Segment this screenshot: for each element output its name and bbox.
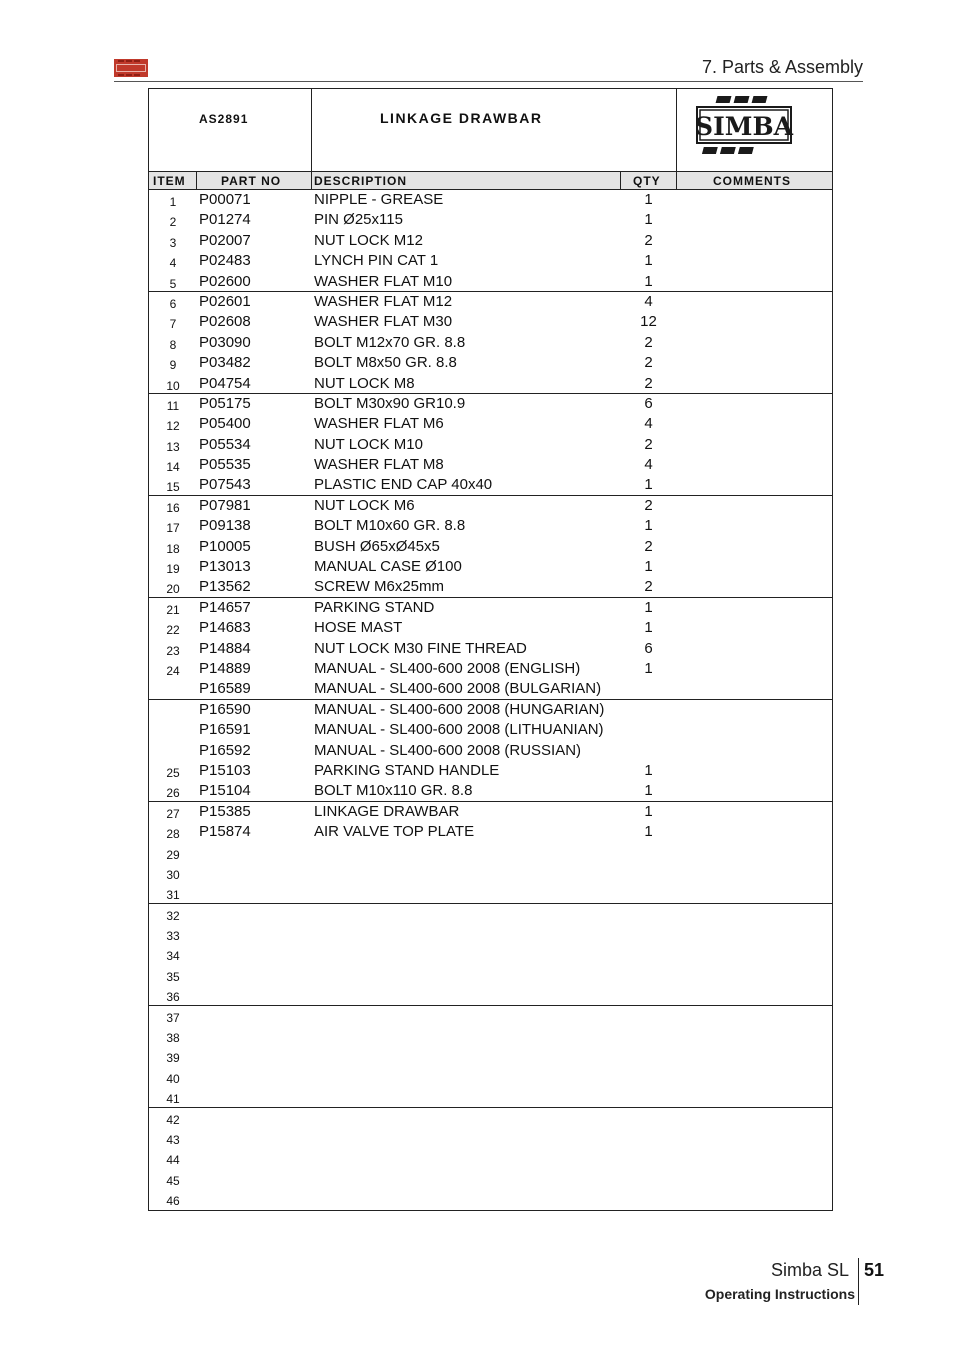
col-sep-qty xyxy=(676,171,677,190)
table-row xyxy=(149,190,832,210)
part-description: AIR VALVE TOP PLATE xyxy=(314,823,475,841)
part-number: P16589 xyxy=(199,680,251,698)
item-number: 18 xyxy=(166,541,180,556)
item-number: 33 xyxy=(166,929,180,944)
part-quantity: 1 xyxy=(644,211,653,229)
table-row xyxy=(149,965,832,985)
part-quantity: 6 xyxy=(644,394,653,412)
item-number: 37 xyxy=(166,1010,180,1025)
part-number: P14683 xyxy=(199,619,251,637)
part-number: P01274 xyxy=(199,211,251,229)
table-row xyxy=(149,435,832,455)
part-number: P09138 xyxy=(199,517,251,535)
part-number: P10005 xyxy=(199,537,251,555)
part-number: P14884 xyxy=(199,639,251,657)
item-number: 14 xyxy=(166,460,180,475)
part-quantity: 4 xyxy=(644,292,653,310)
table-row xyxy=(149,1189,832,1209)
part-description: PARKING STAND HANDLE xyxy=(314,761,500,779)
table-row xyxy=(149,679,832,699)
item-number: 23 xyxy=(166,643,180,658)
table-row xyxy=(149,414,832,434)
item-number: 21 xyxy=(166,602,180,617)
table-row xyxy=(149,863,832,883)
part-description: HOSE MAST xyxy=(314,619,403,637)
part-number: P16590 xyxy=(199,700,251,718)
item-number: 11 xyxy=(166,398,180,413)
table-row xyxy=(149,618,832,638)
part-number: P02601 xyxy=(199,292,251,310)
item-number: 30 xyxy=(166,867,180,882)
table-row xyxy=(149,781,832,801)
part-number: P02608 xyxy=(199,313,251,331)
table-row xyxy=(149,985,832,1005)
part-description: NUT LOCK M12 xyxy=(314,231,423,249)
item-number: 44 xyxy=(166,1153,180,1168)
table-row xyxy=(149,802,832,822)
part-number: P15385 xyxy=(199,802,251,820)
product-name: Simba SL xyxy=(771,1260,850,1280)
part-description: MANUAL - SL400-600 2008 (BULGARIAN) xyxy=(314,680,602,698)
part-quantity: 2 xyxy=(644,578,653,596)
part-description: NUT LOCK M8 xyxy=(314,374,415,392)
col-comments-header: COMMENTS xyxy=(713,174,791,188)
part-description: PIN Ø25x115 xyxy=(314,211,403,229)
part-description: PLASTIC END CAP 40x40 xyxy=(314,476,493,494)
item-number: 31 xyxy=(166,888,180,903)
part-number: P03482 xyxy=(199,354,251,372)
item-number: 17 xyxy=(166,521,180,536)
table-row xyxy=(149,761,832,781)
item-number: 19 xyxy=(166,562,180,577)
item-number: 12 xyxy=(166,419,180,434)
header-rule xyxy=(114,81,863,82)
part-number: P02007 xyxy=(199,231,251,249)
item-number: 4 xyxy=(169,256,177,271)
part-number: P07981 xyxy=(199,496,251,514)
part-description: LYNCH PIN CAT 1 xyxy=(314,252,439,270)
table-row xyxy=(149,1087,832,1107)
part-number: P13013 xyxy=(199,558,251,576)
item-number: 42 xyxy=(166,1112,180,1127)
table-row xyxy=(149,1169,832,1189)
sheet-title: LINKAGE DRAWBAR xyxy=(380,110,543,126)
item-number: 20 xyxy=(166,582,180,597)
part-quantity: 1 xyxy=(644,191,653,208)
item-number: 10 xyxy=(166,378,180,393)
part-description: NUT LOCK M6 xyxy=(314,496,415,514)
simba-logo-small xyxy=(114,59,148,77)
item-number: 2 xyxy=(169,215,177,230)
part-description: LINKAGE DRAWBAR xyxy=(314,802,460,820)
divider-code xyxy=(311,89,312,171)
part-description: WASHER FLAT M6 xyxy=(314,415,444,433)
item-number: 34 xyxy=(166,949,180,964)
part-quantity: 1 xyxy=(644,558,653,576)
item-number: 5 xyxy=(169,276,177,291)
item-number: 22 xyxy=(166,623,180,638)
table-row xyxy=(149,475,832,495)
table-row xyxy=(149,496,832,516)
table-row xyxy=(149,1046,832,1066)
table-row xyxy=(149,394,832,414)
part-description: WASHER FLAT M10 xyxy=(314,272,453,290)
part-number: P07543 xyxy=(199,476,251,494)
table-row xyxy=(149,210,832,230)
table-row xyxy=(149,1148,832,1168)
item-number: 36 xyxy=(166,990,180,1005)
item-number: 26 xyxy=(166,786,180,801)
part-quantity: 1 xyxy=(644,252,653,270)
part-description: NUT LOCK M30 FINE THREAD xyxy=(314,639,527,657)
simba-brand-logo xyxy=(694,94,794,158)
col-qty-header: QTY xyxy=(633,174,661,188)
part-description: NUT LOCK M10 xyxy=(314,435,423,453)
item-number: 28 xyxy=(166,827,180,842)
item-number: 6 xyxy=(169,296,177,311)
item-number: 45 xyxy=(166,1173,180,1188)
part-description: BOLT M10x60 GR. 8.8 xyxy=(314,517,466,535)
item-number: 29 xyxy=(166,847,180,862)
table-row xyxy=(149,333,832,353)
part-quantity: 1 xyxy=(644,659,653,677)
table-row xyxy=(149,1026,832,1046)
part-description: MANUAL CASE Ø100 xyxy=(314,558,462,576)
table-row xyxy=(149,741,832,761)
column-header-row xyxy=(149,171,832,190)
table-row xyxy=(149,639,832,659)
part-description: WASHER FLAT M8 xyxy=(314,456,444,474)
item-number: 46 xyxy=(166,1194,180,1209)
item-number: 3 xyxy=(169,235,177,250)
page-number: 51 xyxy=(864,1260,885,1280)
table-row xyxy=(149,598,832,618)
item-number: 16 xyxy=(166,500,180,515)
col-part-header: PART NO xyxy=(221,174,282,188)
part-quantity: 1 xyxy=(644,598,653,616)
item-number: 39 xyxy=(166,1051,180,1066)
table-row xyxy=(149,312,832,332)
part-quantity: 1 xyxy=(644,823,653,841)
part-description: BOLT M10x110 GR. 8.8 xyxy=(314,782,473,800)
table-row xyxy=(149,904,832,924)
col-sep-item xyxy=(196,171,197,190)
part-number: P05535 xyxy=(199,456,251,474)
table-row xyxy=(149,292,832,312)
section-title: 7. Parts & Assembly xyxy=(701,57,863,77)
part-number: P15874 xyxy=(199,823,251,841)
part-number: P14889 xyxy=(199,659,251,677)
col-sep-desc xyxy=(620,171,621,190)
part-quantity: 1 xyxy=(644,517,653,535)
part-number: P02600 xyxy=(199,272,251,290)
item-number: 25 xyxy=(166,765,180,780)
part-number: P05175 xyxy=(199,394,251,412)
part-number: P15103 xyxy=(199,761,251,779)
part-quantity: 4 xyxy=(644,415,653,433)
part-quantity: 12 xyxy=(640,313,657,331)
part-number: P04754 xyxy=(199,374,251,392)
table-row xyxy=(149,537,832,557)
table-row xyxy=(149,720,832,740)
part-number: P05534 xyxy=(199,435,251,453)
table-row xyxy=(149,577,832,597)
part-number: P14657 xyxy=(199,598,251,616)
col-item-header: ITEM xyxy=(153,174,186,188)
item-number: 9 xyxy=(169,358,177,373)
item-number: 41 xyxy=(166,1092,180,1107)
part-number: P03090 xyxy=(199,333,251,351)
part-quantity: 1 xyxy=(644,476,653,494)
part-description: BOLT M12x70 GR. 8.8 xyxy=(314,333,466,351)
table-row xyxy=(149,924,832,944)
part-quantity: 1 xyxy=(644,782,653,800)
parts-sheet xyxy=(148,88,833,1211)
footer-divider xyxy=(858,1258,859,1305)
part-description: NIPPLE - GREASE xyxy=(314,191,444,208)
table-row xyxy=(149,455,832,475)
assembly-code: AS2891 xyxy=(199,112,249,126)
item-number: 43 xyxy=(166,1132,180,1147)
part-quantity: 2 xyxy=(644,435,653,453)
part-description: MANUAL - SL400-600 2008 (RUSSIAN) xyxy=(314,741,582,759)
table-row xyxy=(149,883,832,903)
part-quantity: 2 xyxy=(644,333,653,351)
part-number: P16592 xyxy=(199,741,251,759)
document-type: Operating Instructions xyxy=(704,1286,855,1302)
part-number: P16591 xyxy=(199,721,251,739)
table-row xyxy=(149,1067,832,1087)
table-row xyxy=(149,822,832,842)
part-quantity: 4 xyxy=(644,456,653,474)
table-row xyxy=(149,353,832,373)
part-quantity: 2 xyxy=(644,231,653,249)
table-row xyxy=(149,251,832,271)
part-description: MANUAL - SL400-600 2008 (ENGLISH) xyxy=(314,659,581,677)
part-quantity: 6 xyxy=(644,639,653,657)
item-number: 7 xyxy=(169,317,177,332)
part-quantity: 2 xyxy=(644,496,653,514)
brand-logo-text: SIMBA xyxy=(695,112,793,141)
table-row xyxy=(149,516,832,536)
item-number: 32 xyxy=(166,908,180,923)
item-number: 35 xyxy=(166,969,180,984)
part-description: MANUAL - SL400-600 2008 (LITHUANIAN) xyxy=(314,721,604,739)
part-description: SCREW M6x25mm xyxy=(314,578,445,596)
part-description: PARKING STAND xyxy=(314,598,435,616)
part-description: WASHER FLAT M12 xyxy=(314,292,453,310)
table-row xyxy=(149,272,832,292)
table-row xyxy=(149,944,832,964)
table-row xyxy=(149,231,832,251)
part-number: P05400 xyxy=(199,415,251,433)
part-quantity: 2 xyxy=(644,354,653,372)
table-row xyxy=(149,374,832,394)
table-row xyxy=(149,1128,832,1148)
part-number: P00071 xyxy=(199,191,251,208)
item-number: 1 xyxy=(169,195,177,209)
item-number: 24 xyxy=(166,663,180,678)
item-number: 40 xyxy=(166,1071,180,1086)
item-number: 15 xyxy=(166,480,180,495)
part-description: BOLT M8x50 GR. 8.8 xyxy=(314,354,457,372)
part-description: BOLT M30x90 GR10.9 xyxy=(314,394,466,412)
part-number: P02483 xyxy=(199,252,251,270)
table-row xyxy=(149,843,832,863)
part-quantity: 1 xyxy=(644,802,653,820)
part-quantity: 2 xyxy=(644,374,653,392)
table-row xyxy=(149,700,832,720)
part-number: P13562 xyxy=(199,578,251,596)
part-description: WASHER FLAT M30 xyxy=(314,313,453,331)
col-sep-part xyxy=(311,171,312,190)
divider-title xyxy=(676,89,677,171)
item-number: 8 xyxy=(169,337,177,352)
part-quantity: 1 xyxy=(644,619,653,637)
part-quantity: 2 xyxy=(644,537,653,555)
part-description: BUSH Ø65xØ45x5 xyxy=(314,537,440,555)
table-row xyxy=(149,557,832,577)
table-row xyxy=(149,1006,832,1026)
table-row xyxy=(149,1108,832,1128)
part-description: MANUAL - SL400-600 2008 (HUNGARIAN) xyxy=(314,700,605,718)
part-quantity: 1 xyxy=(644,761,653,779)
part-quantity: 1 xyxy=(644,272,653,290)
item-number: 13 xyxy=(166,439,180,454)
table-row xyxy=(149,659,832,679)
item-number: 27 xyxy=(166,806,180,821)
part-number: P15104 xyxy=(199,782,251,800)
parts-list xyxy=(149,190,832,1210)
col-desc-header: DESCRIPTION xyxy=(314,174,408,188)
item-number: 38 xyxy=(166,1031,180,1046)
